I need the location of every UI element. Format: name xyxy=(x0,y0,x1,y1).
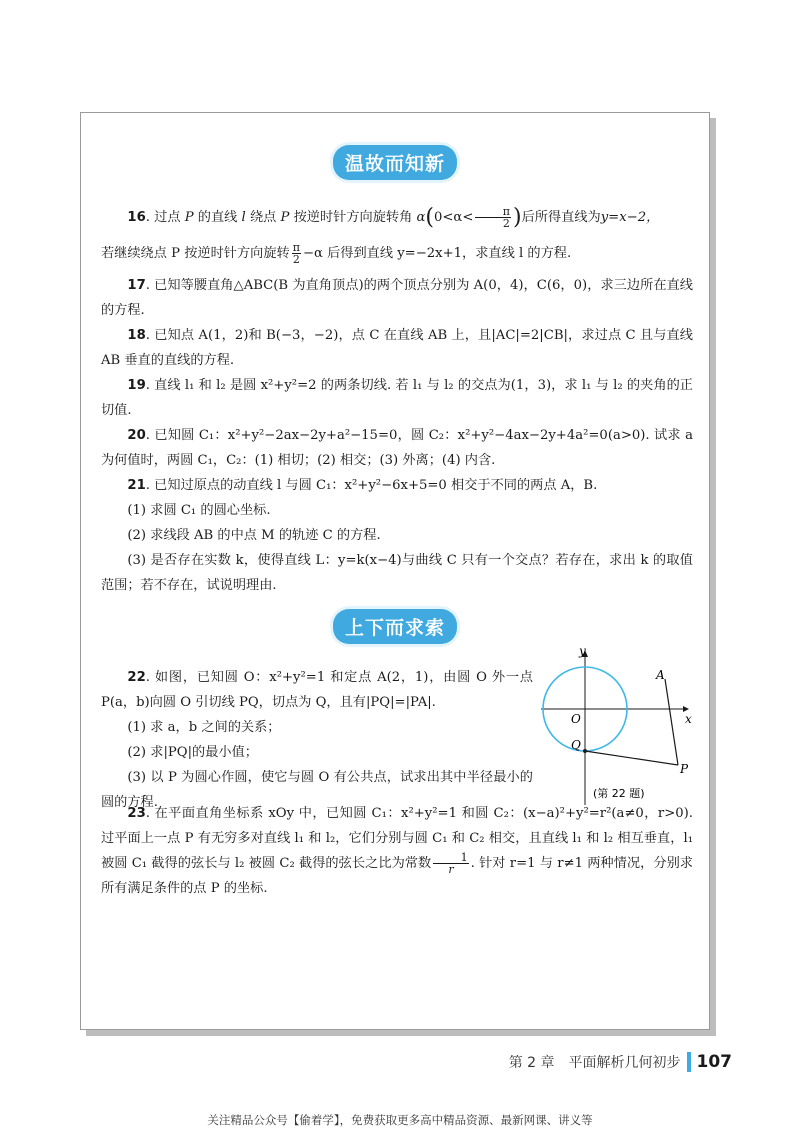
fraction-1-over-r: $\frac{1}{r}$ xyxy=(433,852,468,875)
section-banner-review: 温故而知新 xyxy=(333,145,457,180)
problem-17: 17. 已知等腰直角△ABC(B 为直角顶点)的两个顶点分别为 A(0，4)，C(6，0)，求三边所在直线的方程. xyxy=(101,278,693,318)
bottom-note: 关注精品公众号【偷着学】，免费获取更多高中精品资源、最新网课、讲义等 xyxy=(207,1113,593,1127)
segment-pa xyxy=(665,679,678,765)
tangent-pq xyxy=(585,751,678,765)
problem-21-sub1: (1) 求圆 C₁ 的圆心坐标. xyxy=(127,503,271,518)
problem-21-sub3: (3) 是否存在实数 k，使得直线 L：y=k(x−4)与曲线 C 只有一个交点？若存在，求出 k 的取值范围；若不存在，试说明理由. xyxy=(101,553,693,593)
label-a: A xyxy=(656,668,665,682)
problem-22-sub1: (1) 求 a，b 之间的关系； xyxy=(127,720,281,735)
problem-21-sub2: (2) 求线段 AB 的中点 M 的轨迹 C 的方程. xyxy=(127,528,381,543)
problem-22-sub3: (3) 以 P 为圆心作圆，使它与圆 O 有公共点，试求出其中半径最小的圆的方程. xyxy=(101,770,533,810)
label-o: O xyxy=(571,712,581,726)
page-footer xyxy=(509,1052,732,1072)
label-p: P xyxy=(680,762,689,776)
fraction-pi-over-2-b: $\frac{\pi}{2}$ xyxy=(292,241,300,266)
label-x: x xyxy=(685,712,692,726)
problem-21: 21. 已知过原点的动直线 l 与圆 C₁：x²+y²−6x+5=0 相交于不同的两点 A，B. xyxy=(127,478,598,493)
point-q xyxy=(583,749,587,753)
problem-22: 22. 如图，已知圆 O：x²+y²=1 和定点 A(2，1)，由圆 O 外一点 P(a，b)向圆 O 引切线 PQ，切点为 Q，且有|PQ|=|PA|. xyxy=(101,670,533,710)
problem-22-sub2: (2) 求|PQ|的最小值； xyxy=(127,745,258,760)
section-banner-explore: 上下而求索 xyxy=(333,609,457,644)
problem-18: 18. 已知点 A(1，2)和 B(−3，−2)，点 C 在直线 AB 上，且|AC|=2|CB|，求过点 C 且与直线 AB 垂直的直线的方程. xyxy=(101,328,693,368)
problem-23: 23. 在平面直角坐标系 xOy 中，已知圆 C₁：x²+y²=1 和圆 C₂：(x−a)²+y²=r²(a≠0，r>0). 过平面上一点 P 有无穷多对直线 l₁ 和 l₂，它们分别与圆 C₁ 和 C₂ 相交，且直线 l₁ 和 l₂ 相互垂直，l₁ 被圆 C₁ 截得的弦长与 l₂ 被圆 C₂ 截得的弦长之比为常数 $\frac{1}{r}$ . 针对 r=1 与 r≠1 两种情况，分别求所有满足条件的点 P 的坐标. xyxy=(101,806,693,896)
footer-divider xyxy=(687,1052,691,1072)
problem-20: 20. 已知圆 C₁：x²+y²−2ax−2y+a²−15=0，圆 C₂：x²+y²−4ax−2y+4a²=0(a>0). 试求 a 为何值时，两圆 C₁，C₂：(1) 相切；(2) 相交；(3) 外离；(4) 内含. xyxy=(101,428,693,468)
label-q: Q xyxy=(571,738,581,752)
figure-caption: (第 22 题) xyxy=(593,787,645,800)
page-number: 107 xyxy=(696,1052,732,1072)
fraction-pi-over-2: $\frac{\pi}{2}$ xyxy=(475,206,511,229)
figure-22 xyxy=(541,645,693,805)
chapter-label: 第 2 章 平面解析几何初步 xyxy=(508,1055,681,1071)
problem-19: 19. 直线 l₁ 和 l₂ 是圆 x²+y²=2 的两条切线. 若 l₁ 与 l₂ 的交点为(1，3)，求 l₁ 与 l₂ 的夹角的正切值. xyxy=(101,378,693,418)
problem-16: 16. 过点 P 的直线 l 绕点 P 按逆时针方向旋转角 α(0<α< $\frac{\pi}{2}$ )后所得直线为y=x−2， xyxy=(127,205,660,230)
problem-16-line2: 若继续绕点 P 按逆时针方向旋转 $\frac{\pi}{2}$ −α 后得到直线 y=−2x+1，求直线 l 的方程. xyxy=(101,241,572,266)
label-y: y xyxy=(579,645,586,658)
page-card xyxy=(80,112,710,1030)
